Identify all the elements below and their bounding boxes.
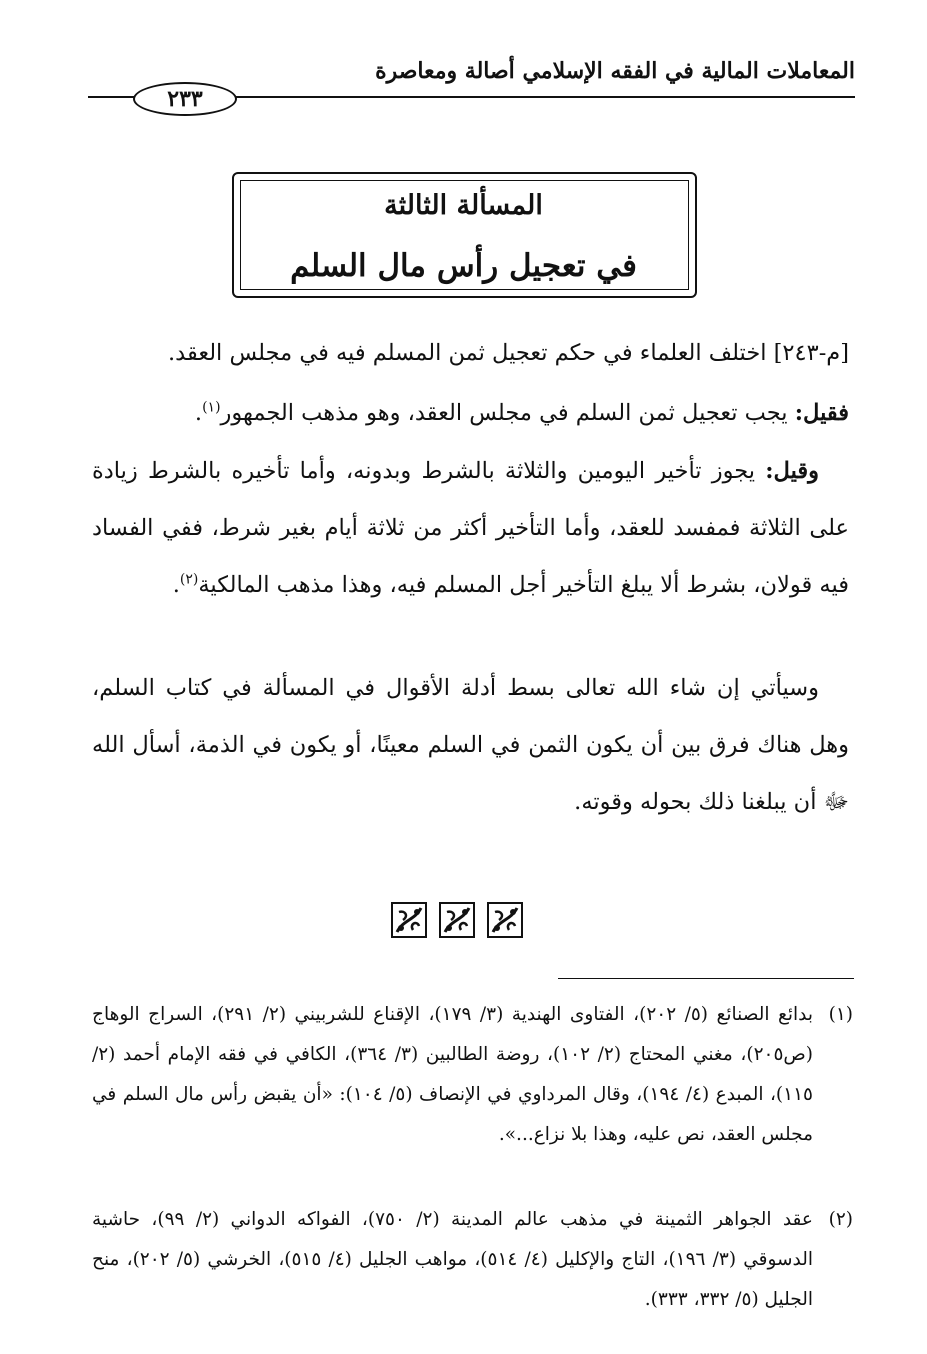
footnote-ref[interactable]: (١) <box>202 399 221 416</box>
floral-ornament-icon <box>389 900 429 940</box>
floral-ornament-icon <box>485 900 525 940</box>
section-title: المسألة الثالثة <box>384 190 543 221</box>
paragraph-closing: وسيأتي إن شاء الله تعالى بسط أدلة الأقوال في المسألة في كتاب السلم، وهل هناك فرق بين أن يكون الثمن في السلم معينًا، أو يكون في الذمة، أسأل الله ﷻ أن يبلغنا ذلك بحوله وقوته. <box>92 675 849 815</box>
footnote-mark: (١) <box>828 1004 853 1025</box>
section-end-ornament <box>384 900 530 944</box>
opinion-lead: وقيل: <box>765 458 819 484</box>
opinion-lead: فقيل: <box>794 400 849 426</box>
footnote-text: عقد الجواهر الثمينة في مذهب عالم المدينة (٢/ ٧٥٠)، الفواكه الدواني (٢/ ٩٩)، حاشية الدسوقي (٣/ ١٩٦)، التاج والإكليل (٤/ ٥١٤)، مواهب الجليل (٤/ ٥١٥)، الخرشي (٥/ ٢٠٢)، منح الجليل (٥/ ٣٣٢، ٣٣٣). <box>92 1209 813 1310</box>
footnote-text: بدائع الصنائع (٥/ ٢٠٢)، الفتاوى الهندية (٣/ ١٧٩)، الإقناع للشربيني (٢/ ٢٩١)، السراج الوهاج (ص٢٠٥)، مغني المحتاج (٢/ ١٠٢)، روضة الطالبين (٣/ ٣٦٤)، الكافي في فقه الإمام أحمد (٢/ ١١٥)، المبدع (٤/ ١٩٤)، وقال المرداوي في الإنصاف (٥/ ١٠٤): «أن يقبض رأس مال السلم في مجلس العقد، نص عليه، وهذا بلا نزاع...». <box>92 1004 813 1145</box>
footnote-rule <box>558 978 854 979</box>
footnote-mark: (٢) <box>828 1209 853 1230</box>
floral-ornament-icon <box>437 900 477 940</box>
opinion-text: يجوز تأخير اليومين والثلاثة بالشرط وبدونه، وأما تأخيره بالشرط زيادة على الثلاثة فمفسد للعقد، وأما التأخير أكثر من ثلاثة أيام بغير شرط، ففي الفساد فيه قولان، بشرط ألا يبلغ التأخير أجل المسلم فيه، وهذا مذهب المالكية <box>92 458 849 598</box>
page-number: ٢٣٣ <box>133 82 237 116</box>
running-header: المعاملات المالية في الفقه الإسلامي أصالة ومعاصرة <box>375 58 855 84</box>
footnote-ref[interactable]: (٢) <box>179 571 199 588</box>
section-subtitle: في تعجيل رأس مال السلم <box>290 248 637 284</box>
opinion-text: يجب تعجيل ثمن السلم في مجلس العقد، وهو مذهب الجمهور <box>220 400 795 426</box>
footnote-1 <box>92 995 853 1155</box>
sentence-end: . <box>194 400 203 426</box>
paragraph-second-opinion <box>92 443 849 614</box>
paragraph-intro: [م-٢٤٣] اختلف العلماء في حكم تعجيل ثمن المسلم فيه في مجلس العقد. <box>168 340 849 366</box>
sentence-end: . <box>172 572 180 598</box>
footnote-2 <box>92 1200 853 1320</box>
paragraph-first-opinion <box>92 385 849 442</box>
